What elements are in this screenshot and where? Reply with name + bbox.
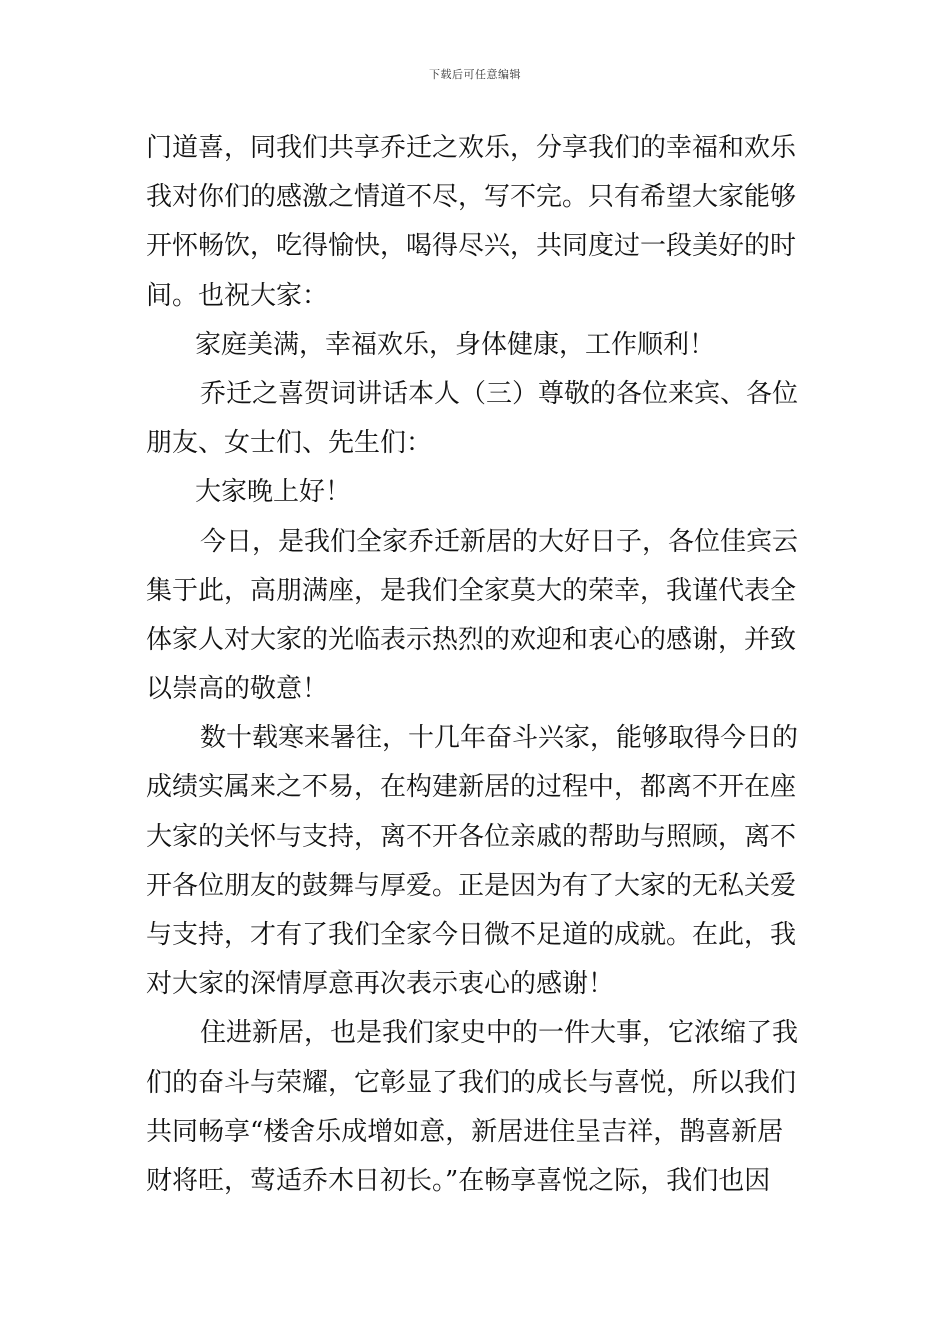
text-line: 共同畅享“楼舍乐成增如意，新居进住呈吉祥，鹊喜新居 bbox=[146, 1116, 784, 1147]
text-line: 开怀畅饮，吃得愉快，喝得尽兴，共同度过一段美好的时 bbox=[146, 231, 797, 262]
section-heading-line: 乔迁之喜贺词讲话本人（三）尊敬的各位来宾、各位 bbox=[200, 378, 799, 409]
text-line: 住进新居，也是我们家史中的一件大事，它浓缩了我 bbox=[200, 1018, 799, 1049]
text-line: 对大家的深情厚意再次表示衷心的感谢！ bbox=[146, 969, 615, 1000]
text-line: 大家的关怀与支持，离不开各位亲戚的帮助与照顾，离不 bbox=[146, 821, 797, 852]
text-line: 家庭美满，幸福欢乐，身体健康，工作顺利！ bbox=[195, 329, 716, 360]
document-body bbox=[146, 124, 812, 1206]
text-line: 集于此，高朋满座，是我们全家莫大的荣幸，我谨代表全 bbox=[146, 575, 797, 606]
text-line: 间。也祝大家： bbox=[146, 280, 329, 311]
text-line: 以崇高的敬意！ bbox=[146, 674, 329, 705]
text-line: 成绩实属来之不易，在构建新居的过程中，都离不开在座 bbox=[146, 772, 797, 803]
page-header: 下载后可任意编辑 bbox=[429, 68, 521, 81]
text-line: 与支持，才有了我们全家今日微不足道的成就。在此，我 bbox=[146, 920, 797, 950]
text-line: 开各位朋友的鼓舞与厚爱。正是因为有了大家的无私关爱 bbox=[146, 870, 797, 901]
text-line: 今日，是我们全家乔迁新居的大好日子，各位佳宾云 bbox=[200, 526, 799, 557]
greeting-line: 大家晚上好！ bbox=[195, 477, 352, 508]
text-line: 我对你们的感激之情道不尽，写不完。只有希望大家能够 bbox=[146, 182, 797, 213]
text-line: 门道喜，同我们共享乔迁之欢乐，分享我们的幸福和欢乐 bbox=[146, 133, 797, 163]
text-line: 体家人对大家的光临表示热烈的欢迎和衷心的感谢，并致 bbox=[146, 624, 797, 655]
text-line: 数十载寒来暑往，十几年奋斗兴家，能够取得今日的 bbox=[200, 723, 799, 754]
text-line: 财将旺，莺适乔木日初长。”在畅享喜悦之际，我们也因 bbox=[146, 1165, 771, 1196]
text-line: 们的奋斗与荣耀，它彰显了我们的成长与喜悦，所以我们 bbox=[146, 1067, 797, 1098]
text-line: 朋友、女士们、先生们： bbox=[146, 428, 433, 459]
